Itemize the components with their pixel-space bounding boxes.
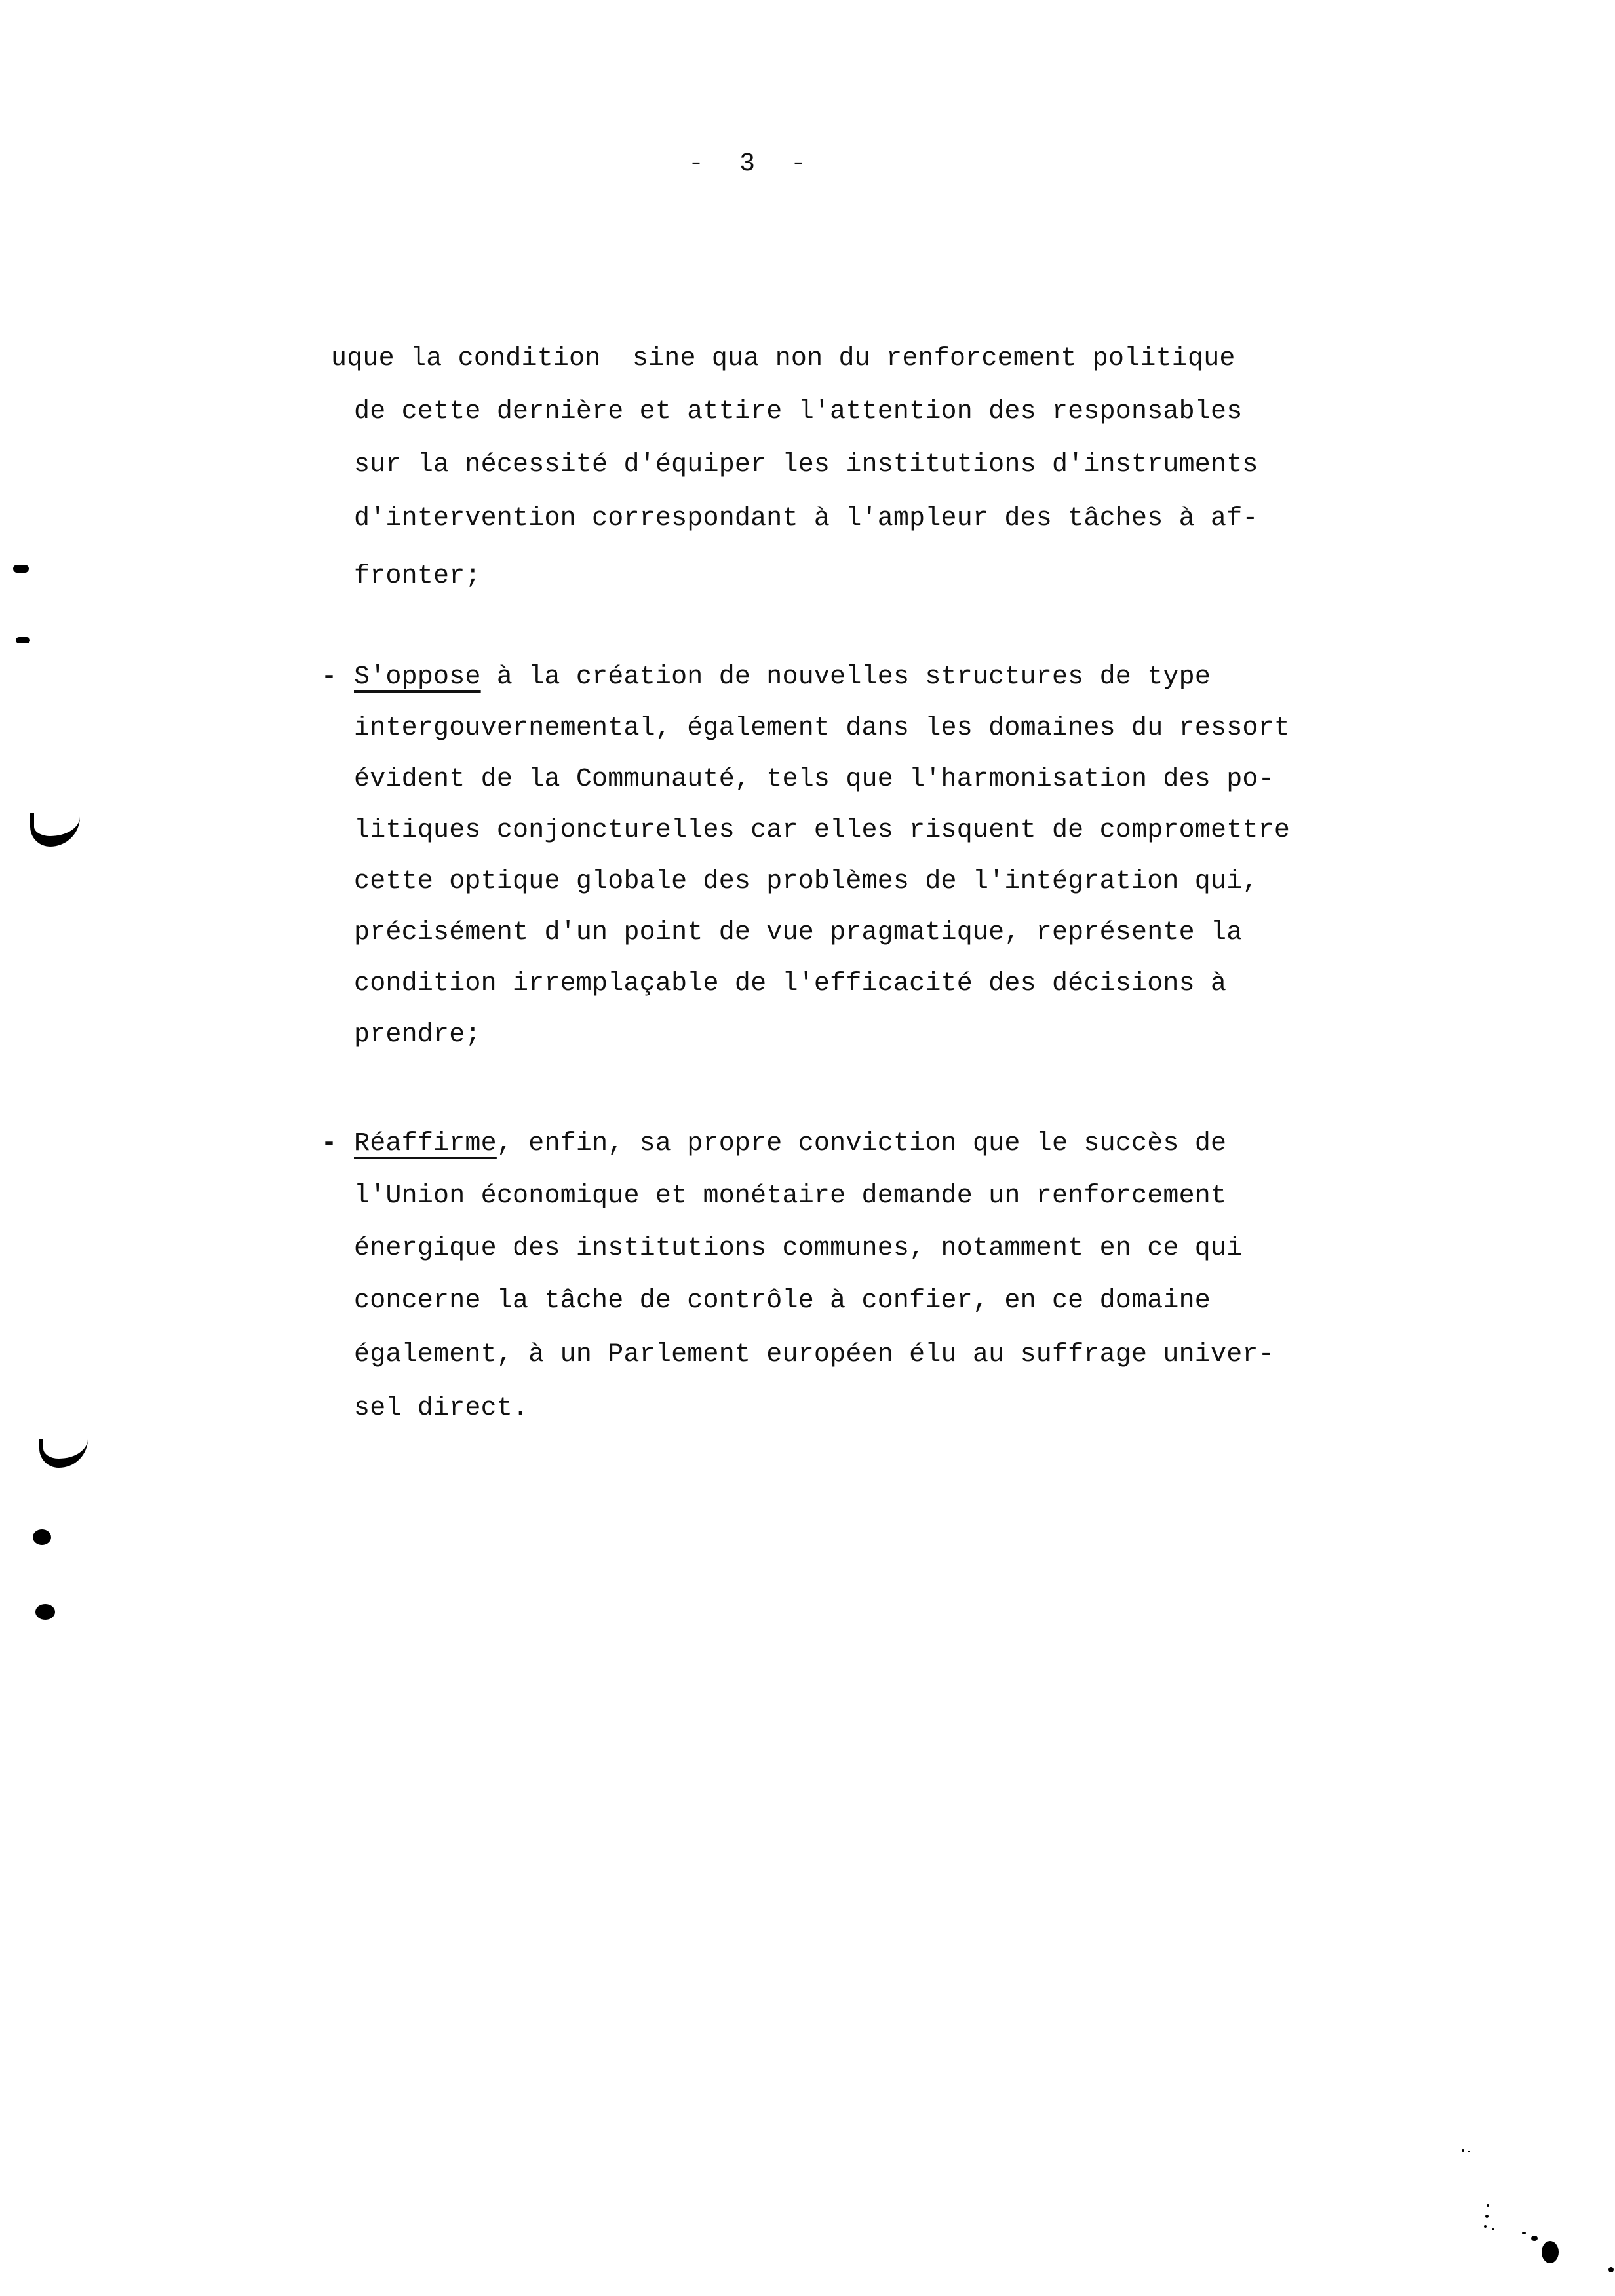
bullet-dash: - — [321, 662, 338, 692]
text-line: également, à un Parlement européen élu au suffrage univer- — [354, 1340, 1274, 1369]
text-line: fronter; — [354, 562, 481, 591]
keyword-soppose: S'oppose — [354, 662, 481, 692]
bullet-dash: - — [321, 1129, 338, 1158]
page-number: - 3 - — [688, 149, 808, 179]
text-line: condition irremplaçable de l'efficacité des décisions à — [354, 969, 1227, 999]
text-line: précisément d'un point de vue pragmatique, représente la — [354, 918, 1243, 947]
text-line — [354, 1128, 1226, 1160]
text-line: d'intervention correspondant à l'ampleur des tâches à af- — [354, 504, 1258, 533]
text-line — [354, 662, 1211, 693]
margin-crescent-1 — [30, 813, 80, 847]
text-line: sel direct. — [354, 1394, 529, 1423]
text-line: énergique des institutions communes, notamment en ce qui — [354, 1234, 1243, 1263]
text-line: cette optique globale des problèmes de l'intégration qui, — [354, 867, 1258, 896]
margin-mark-2 — [16, 637, 30, 643]
text-line: concerne la tâche de contrôle à confier, en ce domaine — [354, 1286, 1211, 1316]
text-line: litiques conjoncturelles car elles risquent de compromettre — [354, 816, 1291, 845]
line-rest: à la création de nouvelles structures de type — [480, 662, 1211, 692]
keyword-reaffirme: Réaffirme — [354, 1129, 497, 1158]
text-line: prendre; — [354, 1020, 481, 1050]
margin-mark-1 — [13, 565, 29, 573]
punch-hole-dot-1 — [33, 1529, 51, 1545]
margin-crescent-2 — [39, 1439, 88, 1468]
text-line: l'Union économique et monétaire demande un renforcement — [354, 1181, 1227, 1211]
line-rest: , enfin, sa propre conviction que le succès de — [496, 1129, 1227, 1158]
text-line: évident de la Communauté, tels que l'harmonisation des po- — [354, 765, 1274, 794]
text-line: intergouvernemental, également dans les domaines du ressort — [354, 714, 1291, 743]
text-line: sur la nécessité d'équiper les institutions d'instruments — [354, 450, 1258, 480]
punch-hole-dot-2 — [35, 1604, 55, 1620]
text-line: uque la condition sine qua non du renforcement politique — [331, 344, 1236, 373]
text-line: de cette dernière et attire l'attention des responsables — [354, 397, 1243, 427]
